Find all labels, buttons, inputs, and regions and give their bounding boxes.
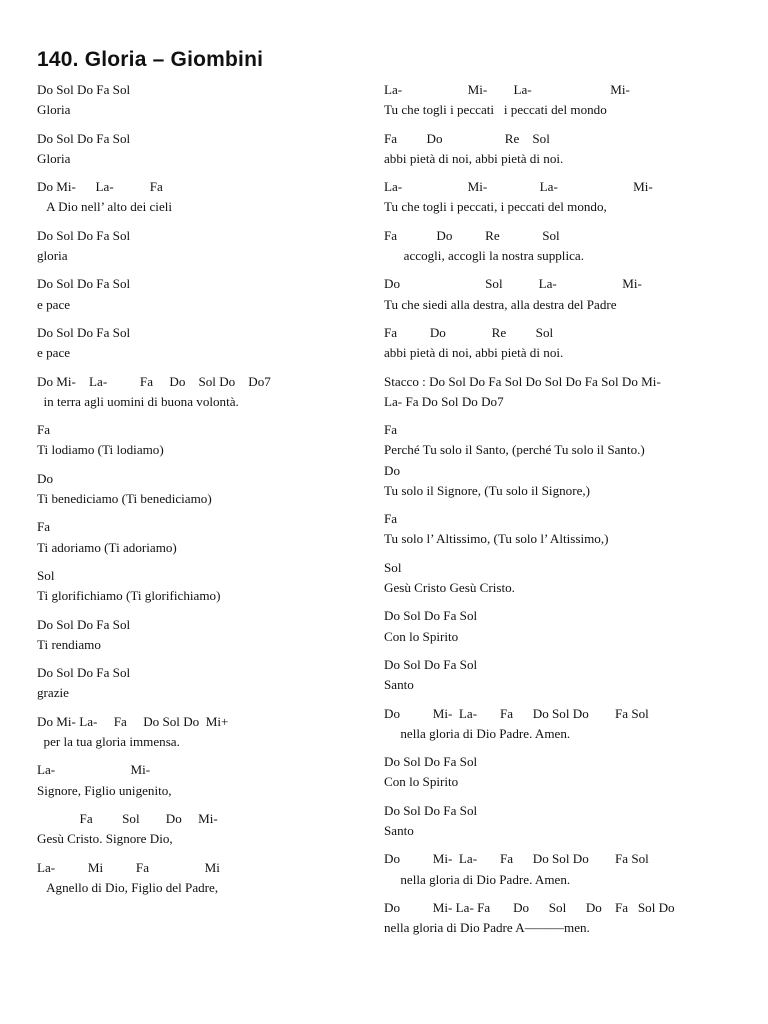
chord-line: Do bbox=[37, 470, 54, 486]
lyric-line: Ti rendiamo bbox=[37, 636, 101, 652]
lyric-line: Con lo Spirito bbox=[384, 628, 459, 644]
lyric-line: La- Fa Do Sol Do Do7 bbox=[384, 393, 504, 409]
chord-line: Fa Do Re Sol bbox=[384, 227, 560, 243]
stanza bbox=[384, 558, 744, 607]
lyric-line: Tu che siedi alla destra, alla destra del Padre bbox=[384, 296, 617, 312]
chord-line: Do Sol Do Fa Sol bbox=[384, 656, 478, 672]
chord-line: Do Sol Do Fa Sol bbox=[37, 130, 131, 146]
stanza bbox=[37, 80, 357, 129]
chord-line: Do Sol Do Fa Sol bbox=[37, 665, 131, 681]
lyric-line: Tu che togli i peccati, i peccati del mondo, bbox=[384, 199, 607, 215]
stanza bbox=[37, 517, 357, 566]
chord-line: Do Sol Do Fa Sol bbox=[384, 754, 478, 770]
stanza bbox=[384, 801, 744, 850]
stanza bbox=[384, 226, 744, 275]
lyric-line: nella gloria di Dio Padre. Amen. bbox=[384, 725, 571, 741]
stanza bbox=[384, 898, 744, 947]
chord-line: Fa Do Re Sol bbox=[384, 324, 554, 340]
stanza bbox=[37, 760, 357, 809]
stanza bbox=[37, 469, 357, 518]
chord-line: Fa bbox=[37, 422, 51, 438]
left-column bbox=[37, 80, 357, 906]
chord-line: Do Mi- La- Fa Do Sol Do Fa Sol Do bbox=[384, 899, 675, 915]
stanza bbox=[37, 274, 357, 323]
chord-line: Sol bbox=[37, 567, 55, 583]
chord-line: Do Mi- La- Fa bbox=[37, 179, 163, 195]
stanza bbox=[37, 372, 357, 421]
stanza bbox=[384, 752, 744, 801]
stanza bbox=[384, 372, 744, 421]
lyric-line: Gesù Cristo Gesù Cristo. bbox=[384, 580, 515, 596]
stanza bbox=[384, 129, 744, 178]
stanza bbox=[37, 420, 357, 469]
lyric-line: Santo bbox=[384, 823, 414, 839]
lyric-line: Gesù Cristo. Signore Dio, bbox=[37, 831, 173, 847]
lyric-line: Signore, Figlio unigenito, bbox=[37, 782, 172, 798]
stanza bbox=[37, 129, 357, 178]
stanza bbox=[384, 655, 744, 704]
chord-line: La- Mi Fa Mi bbox=[37, 859, 220, 875]
stanza bbox=[37, 566, 357, 615]
stanza bbox=[384, 509, 744, 558]
stanza bbox=[37, 323, 357, 372]
lyric-line: Tu che togli i peccati i peccati del mondo bbox=[384, 102, 607, 118]
chord-line: Do Mi- La- Fa Do Sol Do Do7 bbox=[37, 373, 271, 389]
chord-line: Fa bbox=[384, 422, 398, 438]
lyric-line: Ti lodiamo (Ti lodiamo) bbox=[37, 442, 164, 458]
stanza bbox=[384, 849, 744, 898]
chord-line: Do Sol Do Fa Sol bbox=[37, 324, 131, 340]
lyric-line: grazie bbox=[37, 685, 69, 701]
stanza bbox=[37, 615, 357, 664]
chord-line: Fa bbox=[37, 519, 51, 535]
lyric-line: accogli, accogli la nostra supplica. bbox=[384, 248, 584, 264]
stanza bbox=[384, 704, 744, 753]
lyric-line: in terra agli uomini di buona volontà. bbox=[37, 393, 239, 409]
lyric-line: Gloria bbox=[37, 150, 71, 166]
lyric-line: Agnello di Dio, Figlio del Padre, bbox=[37, 879, 219, 895]
chord-line: La- Mi- La- Mi- bbox=[384, 179, 653, 195]
lyric-line: Ti adoriamo (Ti adoriamo) bbox=[37, 539, 177, 555]
chord-line: Fa Do Re Sol bbox=[384, 130, 550, 146]
chord-line: La- Mi- bbox=[37, 762, 151, 778]
lyric-line: Con lo Spirito bbox=[384, 774, 459, 790]
stanza bbox=[384, 420, 744, 509]
chord-line: Fa bbox=[384, 511, 398, 527]
stanza bbox=[37, 858, 357, 907]
page-title: 140. Gloria – Giombini bbox=[37, 48, 264, 71]
lyric-line: Perché Tu solo il Santo, (perché Tu solo il Santo.) bbox=[384, 442, 645, 458]
lyric-line: abbi pietà di noi, abbi pietà di noi. bbox=[384, 150, 564, 166]
lyric-line: Santo bbox=[384, 677, 414, 693]
lyric-line: gloria bbox=[37, 248, 68, 264]
stanza bbox=[384, 323, 744, 372]
chord-line: Do Mi- La- Fa Do Sol Do Fa Sol bbox=[384, 851, 649, 867]
chord-line: Do Sol La- Mi- bbox=[384, 276, 642, 292]
chord-line: Fa Sol Do Mi- bbox=[37, 810, 218, 826]
chord-line: Do Sol Do Fa Sol bbox=[37, 616, 131, 632]
lyric-line: Tu solo il Signore, (Tu solo il Signore,) bbox=[384, 483, 591, 499]
chord-line: Do Sol Do Fa Sol bbox=[384, 802, 478, 818]
lyric-line: A Dio nell’ alto dei cieli bbox=[37, 199, 173, 215]
lyric-line: per la tua gloria immensa. bbox=[37, 734, 180, 750]
stanza bbox=[37, 809, 357, 858]
chord-line: Do Sol Do Fa Sol bbox=[37, 82, 131, 97]
chord-line: La- Mi- La- Mi- bbox=[384, 82, 630, 97]
chord-line: Do Sol Do Fa Sol bbox=[37, 276, 131, 292]
chord-line: Do Sol Do Fa Sol bbox=[384, 608, 478, 624]
chord-line: Stacco : Do Sol Do Fa Sol Do Sol Do Fa Sol Do Mi- bbox=[384, 373, 661, 389]
lyric-line: e pace bbox=[37, 296, 71, 312]
stanza bbox=[384, 274, 744, 323]
stanza bbox=[37, 712, 357, 761]
chord-line: Do Mi- La- Fa Do Sol Do Mi+ bbox=[37, 713, 229, 729]
stanza bbox=[37, 226, 357, 275]
stanza bbox=[37, 663, 357, 712]
lyric-line: nella gloria di Dio Padre. Amen. bbox=[384, 871, 571, 887]
chord-line: Sol bbox=[384, 559, 402, 575]
lyric-line: Tu solo l’ Altissimo, (Tu solo l’ Altissimo,) bbox=[384, 531, 609, 547]
stanza bbox=[384, 177, 744, 226]
lyric-line: nella gloria di Dio Padre A———men. bbox=[384, 920, 590, 936]
right-column bbox=[384, 80, 744, 947]
stanza bbox=[384, 606, 744, 655]
lyric-line: Gloria bbox=[37, 102, 71, 118]
chord-line: Do bbox=[384, 462, 401, 478]
stanza bbox=[37, 177, 357, 226]
stanza bbox=[384, 80, 744, 129]
lyric-line: e pace bbox=[37, 345, 71, 361]
chord-line: Do Mi- La- Fa Do Sol Do Fa Sol bbox=[384, 705, 649, 721]
chord-line: Do Sol Do Fa Sol bbox=[37, 227, 131, 243]
lyric-line: Ti glorifichiamo (Ti glorifichiamo) bbox=[37, 588, 221, 604]
lyric-line: abbi pietà di noi, abbi pietà di noi. bbox=[384, 345, 564, 361]
lyric-line: Ti benediciamo (Ti benediciamo) bbox=[37, 491, 212, 507]
